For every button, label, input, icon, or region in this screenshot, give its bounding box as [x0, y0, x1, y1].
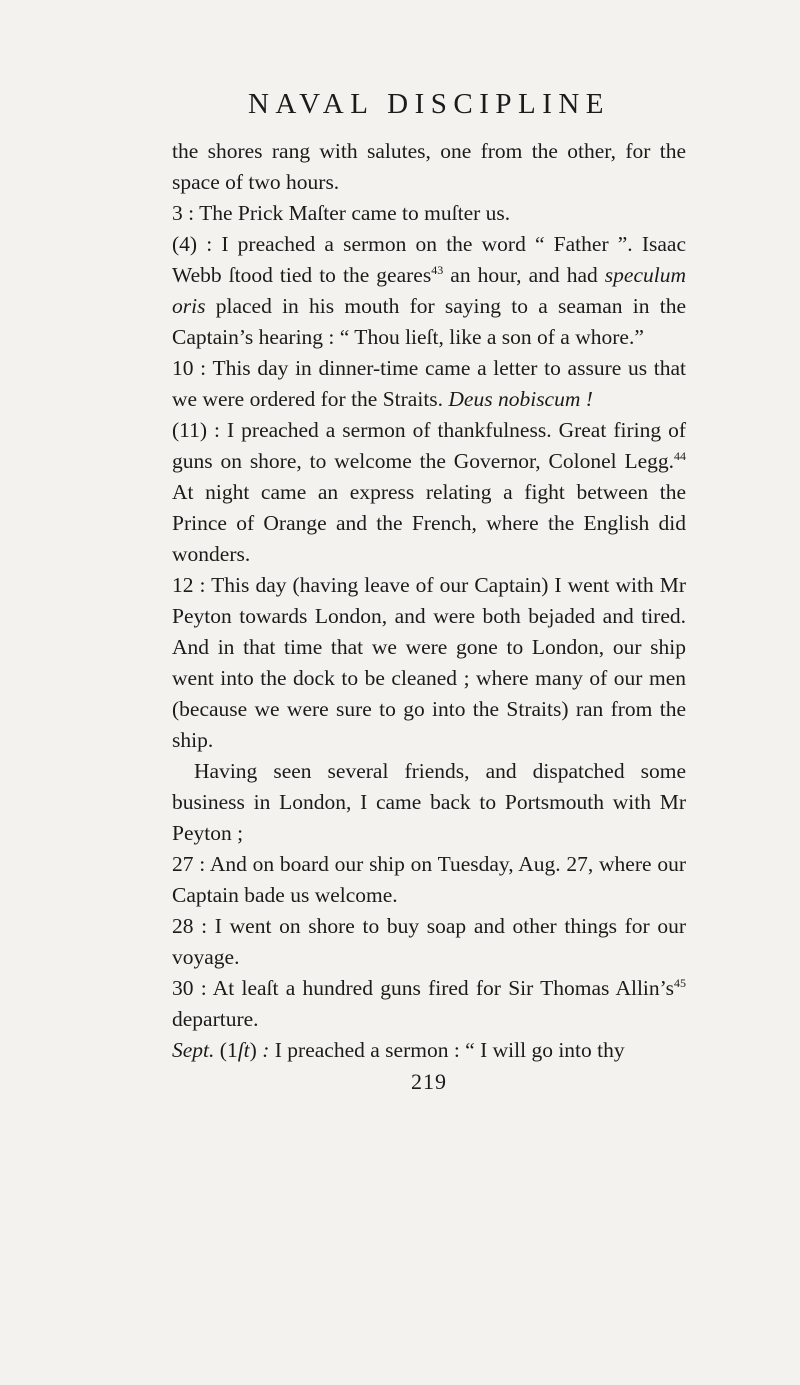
page-number: 219 — [411, 1069, 447, 1094]
book-page — [172, 84, 686, 1095]
paragraph: (11) : I preached a sermon of thankfulness. Great firing of guns on shore, to welcome the Governor, Colonel Legg.$^{44}$ At night came an express relating a fight between the Prince of Orange and the French, where the English did wonders. — [172, 418, 686, 566]
body-text — [172, 136, 686, 1066]
paragraph: (4) : I preached a sermon on the word “ Father ”. Isaac Webb ſtood tied to the geares$^{43}$ an hour, and had speculum oris placed in his mouth for saying to a seaman in the Captain’s hearing : “ Thou lieſt, like a son of a whore.” — [172, 232, 686, 349]
paragraph: Sept. (1ſt) : I preached a sermon : “ I will go into thy — [172, 1038, 625, 1062]
paragraph: 27 : And on board our ship on Tuesday, Aug. 27, where our Captain bade us welcome. — [172, 852, 686, 907]
paragraph: Having seen several friends, and dispatched some business in London, I came back to Portsmouth with Mr Peyton ; — [172, 759, 686, 845]
paragraph: the shores rang with salutes, one from the other, for the space of two hours. — [172, 139, 686, 194]
paragraph: 3 : The Prick Maſter came to muſter us. — [172, 201, 511, 225]
paragraph: 12 : This day (having leave of our Captain) I went with Mr Peyton towards London, and were both bejaded and tired. And in that time that we were gone to London, our ship went into the dock to be cleaned ; where many of our men (because we were sure to go into the Straits) ran from the ship. — [172, 573, 686, 752]
paragraph: 28 : I went on shore to buy soap and other things for our voyage. — [172, 914, 686, 969]
paragraph: 30 : At leaſt a hundred guns fired for Sir Thomas $Allin’s^{45}$ departure. — [172, 976, 686, 1031]
paragraph: 10 : This day in dinner-time came a letter to assure us that we were ordered for the Straits. Deus nobiscum ! — [172, 356, 686, 411]
running-head: NAVAL DISCIPLINE — [247, 88, 611, 120]
